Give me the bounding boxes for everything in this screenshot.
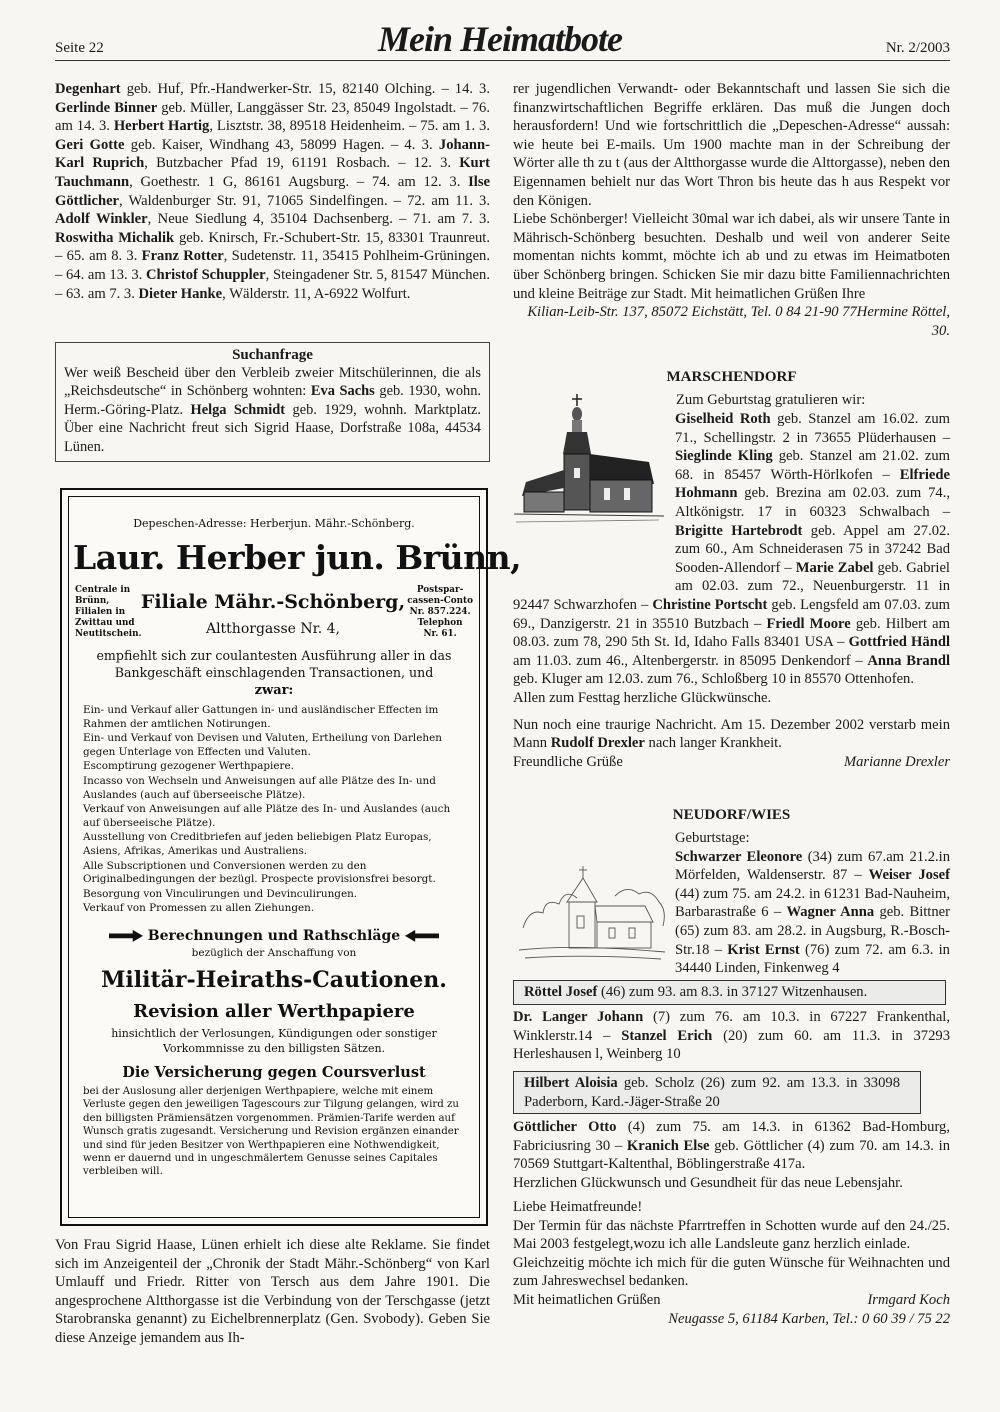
ad-service-item: Besorgung von Vinculirungen und Devinculirungen. xyxy=(83,887,358,900)
signature-koch-address: Neugasse 5, 61184 Karben, Tel.: 0 60 39 / 75 22 xyxy=(668,1310,950,1327)
ad-calculations-text: Berechnungen und Rathschläge xyxy=(147,927,401,944)
marschendorf-birthday-details: geb. Hilbert am 08.03. zum 78, 290 5th St. Id, Idaho Falls 83401 USA – xyxy=(513,615,950,651)
highlight-details: geb. Scholz (26) zum 92. am 13.3. in 33098 Paderborn, Kard.-Jäger-Straße 20 xyxy=(524,1075,900,1110)
marschendorf-birthday-details: geb. Stanzel am 21.02. zum 68. in 85457 Wörth-Hörlkofen – xyxy=(675,448,950,483)
neudorf-birthday-name: Dr. Langer Johann xyxy=(513,1009,644,1025)
ad-company-name: Laur. Herber jun. Brünn, xyxy=(73,538,522,577)
ad-note-line: Neutitschein. xyxy=(75,629,142,639)
ad-address: Altthorgasse Nr. 4, xyxy=(205,621,341,637)
signature-roettel: Hermine Röttel, xyxy=(856,304,950,321)
ad-services-list xyxy=(73,704,475,916)
letter-koch-p1: Der Termin für das nächste Pfarrtreffen in Schotten wurde auf den 24./25. Mai 2003 festgelegt,wozu ich alle Landsleute ganz herzlich einlade. xyxy=(513,1217,950,1253)
highlight-box-hilbert xyxy=(513,1071,921,1114)
marschendorf-birthday-details: geb. Stanzel am 16.02. zum 71., Schellingstr. 2 in 73655 Plüderhausen – xyxy=(675,411,951,446)
obituary-details: Nun noch eine traurige Nachricht. Am 15. Dezember 2002 verstarb mein Mann xyxy=(513,716,950,752)
letter-koch-p2: Gleichzeitig möchte ich mich für die guten Wünsche für Weihnachten und zum Jahreswechsel bedanken. xyxy=(513,1254,950,1290)
marschendorf-birthday-details: geb. Appel am 27.02. zum 60., Am Schneiderasen 75 in 37242 Bad Sooden-Allendorf – xyxy=(675,522,950,576)
ad-insurance-heading: Die Versicherung gegen Coursverlust xyxy=(122,1063,426,1081)
marschendorf-birthday-details: geb. Lengsfeld am 07.03. zum 69., Danzigerstr. 21 in 35510 Butzbach – xyxy=(513,596,950,632)
obituary-greeting: Freundliche Grüße Marianne Drexler xyxy=(513,753,950,770)
birthday-details: , Waldenburger Str. 91, 71065 Sindelfingen. – 72. am 11. 3. xyxy=(119,192,490,209)
birthday-details: , Goethestr. 1 G, 86161 Augsburg. – 74. am 12. 3. xyxy=(129,173,469,190)
ad-note-line: cassen-Conto xyxy=(407,596,473,606)
ad-intro: empfiehlt sich zur coulantesten Ausführung aller in das Bankgeschäft einschlagenden Transactionen, und xyxy=(96,648,452,680)
signature-koch: Irmgard Koch xyxy=(867,1291,950,1308)
ad-service-item: Ein- und Verkauf aller Gattungen in- und ausländischer Effecten im Rahmen der amtlichen Notirungen. xyxy=(83,704,439,730)
letter-koch xyxy=(513,1198,950,1328)
highlight-name: Röttel Josef xyxy=(524,984,598,1000)
birthday-name: Roswitha Michalik xyxy=(55,229,175,246)
marschendorf-birthday-name: Gottfried Händl xyxy=(848,634,950,651)
obituary-notice xyxy=(513,716,950,753)
birthday-name: Gerlinde Binner xyxy=(55,99,158,116)
ad-right-note xyxy=(407,585,473,640)
neudorf-birthday-name: Weiser Josef xyxy=(868,867,950,884)
ad-left-note xyxy=(75,585,142,640)
highlight-name: Hilbert Aloisia xyxy=(524,1075,618,1091)
ad-service-item: Ein- und Verkauf von Devisen und Valuten, Ertheilung von Darlehen gegen Unterlage von Effecten und Valuten. xyxy=(83,732,442,758)
birthday-list-left xyxy=(55,80,490,303)
highlight-details: (46) zum 93. am 8.3. in 37127 Witzenhausen. xyxy=(597,984,868,1000)
birthday-details: , Butzbacher Pfad 19, 61191 Rosbach. – 12. 3. xyxy=(144,155,460,172)
birthday-details: , Wälderstr. 11, A-6922 Wolfurt. xyxy=(222,285,411,302)
marschendorf-intro: Zum Geburtstag gratulieren wir: xyxy=(676,392,866,408)
search-person-details: Wer weiß Bescheid über den Verbleib zweier Mitschülerinnen, die als „Reichsdeutsche“ in Schönberg wohnten: xyxy=(64,365,481,400)
ad-note-line: Centrale in xyxy=(75,585,131,595)
birthday-details: , Lisztstr. 38, 89518 Heidenheim. – 75. am 1. 3. xyxy=(209,118,490,135)
birthday-details: , Sudetenstr. 11, 35415 Pohlheim-Grüningen. – 64. am 13. 3. xyxy=(55,248,490,283)
birthday-name: Ilse Göttlicher xyxy=(55,173,490,209)
letter-koch-salutation: Liebe Heimatfreunde! xyxy=(513,1199,643,1215)
ad-military-heading: Militär-Heiraths-Cautionen. xyxy=(101,966,447,993)
illustration-spacer xyxy=(513,829,675,971)
neudorf-birthday-name: Kranich Else xyxy=(626,1137,710,1154)
ad-revision-text: hinsichtlich der Verlosungen, Kündigungen oder sonstiger Vorkommnisse zu den billigsten Sätzen. xyxy=(111,1026,437,1055)
birthday-name: Adolf Winkler xyxy=(55,211,148,228)
birthday-name: Degenhart xyxy=(55,81,121,97)
marschendorf-birthday-details: geb. Kluger am 12.03. zum 76., Schloßberg 10 in 85570 Ottenhofen. xyxy=(513,671,914,688)
marschendorf-birthday-name: Christine Portscht xyxy=(652,596,768,613)
marschendorf-birthday-details: am 11.03. zum 46., Altenbergerstr. in 85095 Denkendorf – xyxy=(513,652,868,669)
search-person-details: geb. 1929, wohnh. Marktplatz. Über eine Nachricht freut sich Sigrid Haase, Dorfstraße 108a, 44534 Lünen. xyxy=(64,401,481,455)
highlight-box-roettel xyxy=(513,980,946,1005)
marschendorf-birthday-name: Marie Zabel xyxy=(795,559,874,576)
neudorf-birthday-details: (4) zum 75. am 14.3. in 61362 Bad-Homburg, Fabriciusring 30 – xyxy=(513,1119,951,1154)
birthday-details: , Neue Siedlung 4, 35104 Dachsenberg. – 71. am 7. 3. xyxy=(147,211,491,228)
search-request-box xyxy=(55,342,490,462)
masthead: Mein Heimatbote xyxy=(378,19,622,59)
page-number: Seite 22 xyxy=(55,40,104,56)
birthday-name: Herbert Hartig xyxy=(113,118,210,135)
neudorf-birthday-details: (7) zum 76. am 10.3. in 67227 Frankenthal, Winklerstr.14 – xyxy=(513,1009,951,1044)
ad-branch: Filiale Mähr.-Schönberg, xyxy=(140,591,406,613)
issue-number: Nr. 2/2003 xyxy=(885,40,950,56)
marschendorf-birthday-name: Brigitte Hartebrodt xyxy=(675,522,803,539)
birthday-name: Franz Rotter xyxy=(141,248,224,265)
neudorf-birthday-name: Schwarzer Eleonore xyxy=(675,848,803,865)
illustration-spacer xyxy=(513,410,675,578)
marschendorf-birthdays xyxy=(513,410,950,771)
birthday-name: Dieter Hanke xyxy=(138,285,223,302)
ad-calculations-heading xyxy=(73,928,475,944)
neudorf-wish: Herzlichen Glückwunsch und Gesundheit für das neue Lebensjahr. xyxy=(513,1174,903,1191)
ad-commentary: Von Frau Sigrid Haase, Lünen erhielt ich diese alte Reklame. Sie findet sich im Anzeigenteil der „Chronik der Stadt Mähr.-Schönberg“ von Karl Umlauff und Friedr. Ritter von Tersch aus dem Jahre 1901. Die angesprochene Altthorgasse ist die Verbindung von der Terschgasse (jetzt Starobranska genannt) zu Eichelbrennerplatz (Gen. Svobody). Geben Sie diese Anzeige jemandem aus Ih- xyxy=(55,1237,490,1346)
letter-roettel xyxy=(513,80,950,340)
ad-service-item: Verkauf von Anweisungen auf alle Plätze des In- und Auslandes (auch auf überseeische Plätze). xyxy=(83,803,451,829)
neudorf-birthday-details: (34) zum 67.am 21.2.in Mörfelden, Waldenserstr. 87 – xyxy=(675,848,950,884)
neudorf-intro: Geburtstage: xyxy=(675,830,750,846)
pointing-hand-icon xyxy=(405,930,439,942)
search-person-name: Eva Sachs xyxy=(310,383,375,400)
ad-note-line: Postspar- xyxy=(416,585,464,595)
search-request-text xyxy=(64,364,481,456)
neudorf-birthdays-mid xyxy=(513,1008,950,1064)
ad-note-line: Brünn, xyxy=(75,596,110,606)
historic-advertisement xyxy=(60,488,522,1226)
birthday-name: Johann-Karl Ruprich xyxy=(55,136,490,172)
obituary-details: nach langer Krankheit. xyxy=(644,735,782,752)
section-title-marschendorf: MARSCHENDORF xyxy=(666,369,797,385)
birthday-details: geb. Müller, Langgässer Str. 23, 85049 Ingolstadt. – 76. am 14. 3. xyxy=(55,99,490,135)
birthday-details: geb. Huf, Pfr.-Handwerker-Str. 15, 82140 Olching. – 14. 3. xyxy=(120,81,490,97)
ad-telegram-address: Depeschen-Adresse: Herberjun. Mähr.-Schönberg. xyxy=(133,517,415,530)
neudorf-birthday-details: (20) zum 60. am 11.3. in 37293 Herleshausen l, Weinberg 10 xyxy=(513,1027,950,1063)
ad-insurance-text: bei der Auslosung aller derjenigen Werthpapiere, welche mit einem Verluste gegen den jeweiligen Tagescours zur Tilgung gelangen, wird zu den billigsten Prämiensätzen vorgenommen. Prämien-Tarife werden auf Wunsch gratis zugesandt. Versicherung und Revision ergänzen einander und sind für jeden Besitzer von Werthpapieren eine Nothwendigkeit, wenn er dauernd und in ungeschmälertem Genusse seines Capitales verbleiben will. xyxy=(83,1085,459,1178)
ad-service-item: Verkauf von Promessen zu allen Ziehungen. xyxy=(83,902,315,915)
obituary-name: Rudolf Drexler xyxy=(550,735,645,752)
marschendorf-birthday-name: Sieglinde Kling xyxy=(675,448,773,465)
letter-roettel-p2: Liebe Schönberger! Vielleicht 30mal war ich dabei, als wir unsere Tante in Mährisch-Schönberg besuchten. Deshalb und weil von anderer Seite momentan nichts kommt, möchte ich ab und zu etwas im Heimatboten über Schönberg bringen. Schicken Sie mir dazu bitte Familiennachrichten und kleine Beiträge zur Stadt. Mit heimatlichen Grüßen Ihre Hermine Röttel, xyxy=(513,211,950,321)
ad-note-line: Filialen in xyxy=(75,607,126,617)
section-title-neudorf: NEUDORF/WIES xyxy=(672,807,791,823)
ad-note-line: Zwittau und xyxy=(75,618,135,628)
search-request-title: Suchanfrage xyxy=(232,347,313,363)
ad-note-line: Nr. 857.224. xyxy=(409,607,471,617)
ad-zwar: zwar: xyxy=(254,683,294,698)
ad-note-line: Telephon xyxy=(417,618,463,628)
marschendorf-birthday-name: Elfriede Hohmann xyxy=(675,466,950,502)
neudorf-birthday-details: (76) zum 72. am 6.3. in 34440 Linden, Finkenweg 4 xyxy=(675,941,950,977)
signature-drexler: Marianne Drexler xyxy=(843,753,950,770)
birthday-name: Kurt Tauchmann xyxy=(55,155,490,190)
header-rule xyxy=(55,60,950,61)
marschendorf-birthday-name: Friedl Moore xyxy=(766,615,851,632)
neudorf-birthdays-end xyxy=(513,1118,950,1192)
marschendorf-birthday-name: Anna Brandl xyxy=(867,652,951,669)
signature-roettel-address: Kilian-Leib-Str. 137, 85072 Eichstätt, Tel. 0 84 21-90 77 30. xyxy=(527,304,950,339)
neudorf-birthdays xyxy=(513,829,950,978)
neudorf-birthday-details: geb. Bittner (65) zum 83. am 28.2. in Augsburg, R.-Bosch-Str.18 – xyxy=(675,904,950,958)
letter-roettel-p1: rer jugendlichen Verwandt- oder Bekanntschaft und lassen Sie sich die finanzwirtschaftlichen Begriffe erklären. Das muß die Jungen doch herausfordern! Und wie fortschrittlich die „Depeschen-Adresse“ aussah: wie heute bei E-mails. Um 1900 machte man in der Schreibung der Wörter alle th zu t (aus der Altthorgasse wurde die Alttorgasse), neben den Eigennamen behielt nur das Wort Thron bis heute das h aus Respekt vor den Königen. xyxy=(513,81,950,209)
ad-note-line: Nr. 61. xyxy=(423,629,457,639)
marschendorf-closing: Allen zum Festtag herzliche Glückwünsche. xyxy=(513,689,772,706)
marschendorf-birthday-name: Giselheid Roth xyxy=(675,411,771,427)
birthday-details: geb. Knirsch, Fr.-Schubert-Str. 15, 83301 Traunreut. – 65. am 8. 3. xyxy=(55,229,490,265)
marschendorf-birthday-details: geb. Brezina am 02.03. zum 74., Altkönigstr. 17 in 60323 Schwalbach – xyxy=(675,485,950,520)
ad-service-item: Ausstellung von Creditbriefen auf jeden beliebigen Platz Europas, Asiens, Afrikas, Amerikas und Australiens. xyxy=(83,831,432,857)
birthday-name: Christof Schuppler xyxy=(146,266,266,283)
letter-koch-greeting: Mit heimatlichen Grüßen Irmgard Koch xyxy=(513,1291,950,1308)
ad-regarding: bezüglich der Anschaffung von xyxy=(191,946,357,959)
neudorf-birthday-name: Stanzel Erich xyxy=(621,1027,713,1044)
birthday-details: , Steingadener Str. 5, 81547 München. – 63. am 7. 3. xyxy=(55,266,490,302)
pointing-hand-icon xyxy=(109,930,143,942)
search-person-details: geb. 1930, wohn. Herm.-Göring-Platz. xyxy=(64,383,481,418)
neudorf-birthday-details: geb. Göttlicher (4) zum 70. am 14.3. in 70569 Stuttgart-Kaltenthal, Böblingerstraße 417a. xyxy=(513,1137,951,1173)
neudorf-birthday-name: Göttlicher Otto xyxy=(513,1119,617,1135)
birthday-name: Geri Gotte xyxy=(55,136,125,153)
ad-service-item: Escomptirung gezogener Werthpapiere. xyxy=(83,760,294,773)
ad-service-item: Alle Subscriptionen und Conversionen werden zu den Originalbedingungen der bezügl. Prospecte provisionsfrei besorgt. xyxy=(83,859,436,886)
ad-service-item: Incasso von Wechseln und Anweisungen auf alle Plätze des In- und Auslandes (auch auf überseeische Plätze). xyxy=(83,774,436,801)
neudorf-birthday-details: (44) zum 75. am 24.2. in 61231 Bad-Nauheim, Barbarastraße 6 – xyxy=(675,885,950,921)
marschendorf-birthday-details: geb. Gabriel am 02.03. zum 72., Neuenburgerstr. 11 in 92447 Schwarzhofen – xyxy=(513,559,950,613)
birthday-details: geb. Kaiser, Windhang 43, 58099 Hagen. – 4. 3. xyxy=(124,136,439,153)
neudorf-birthday-name: Krist Ernst xyxy=(727,941,800,958)
search-person-name: Helga Schmidt xyxy=(190,401,286,418)
ad-revision-heading: Revision aller Werthpapiere xyxy=(133,1000,415,1022)
neudorf-birthday-name: Wagner Anna xyxy=(786,904,875,921)
